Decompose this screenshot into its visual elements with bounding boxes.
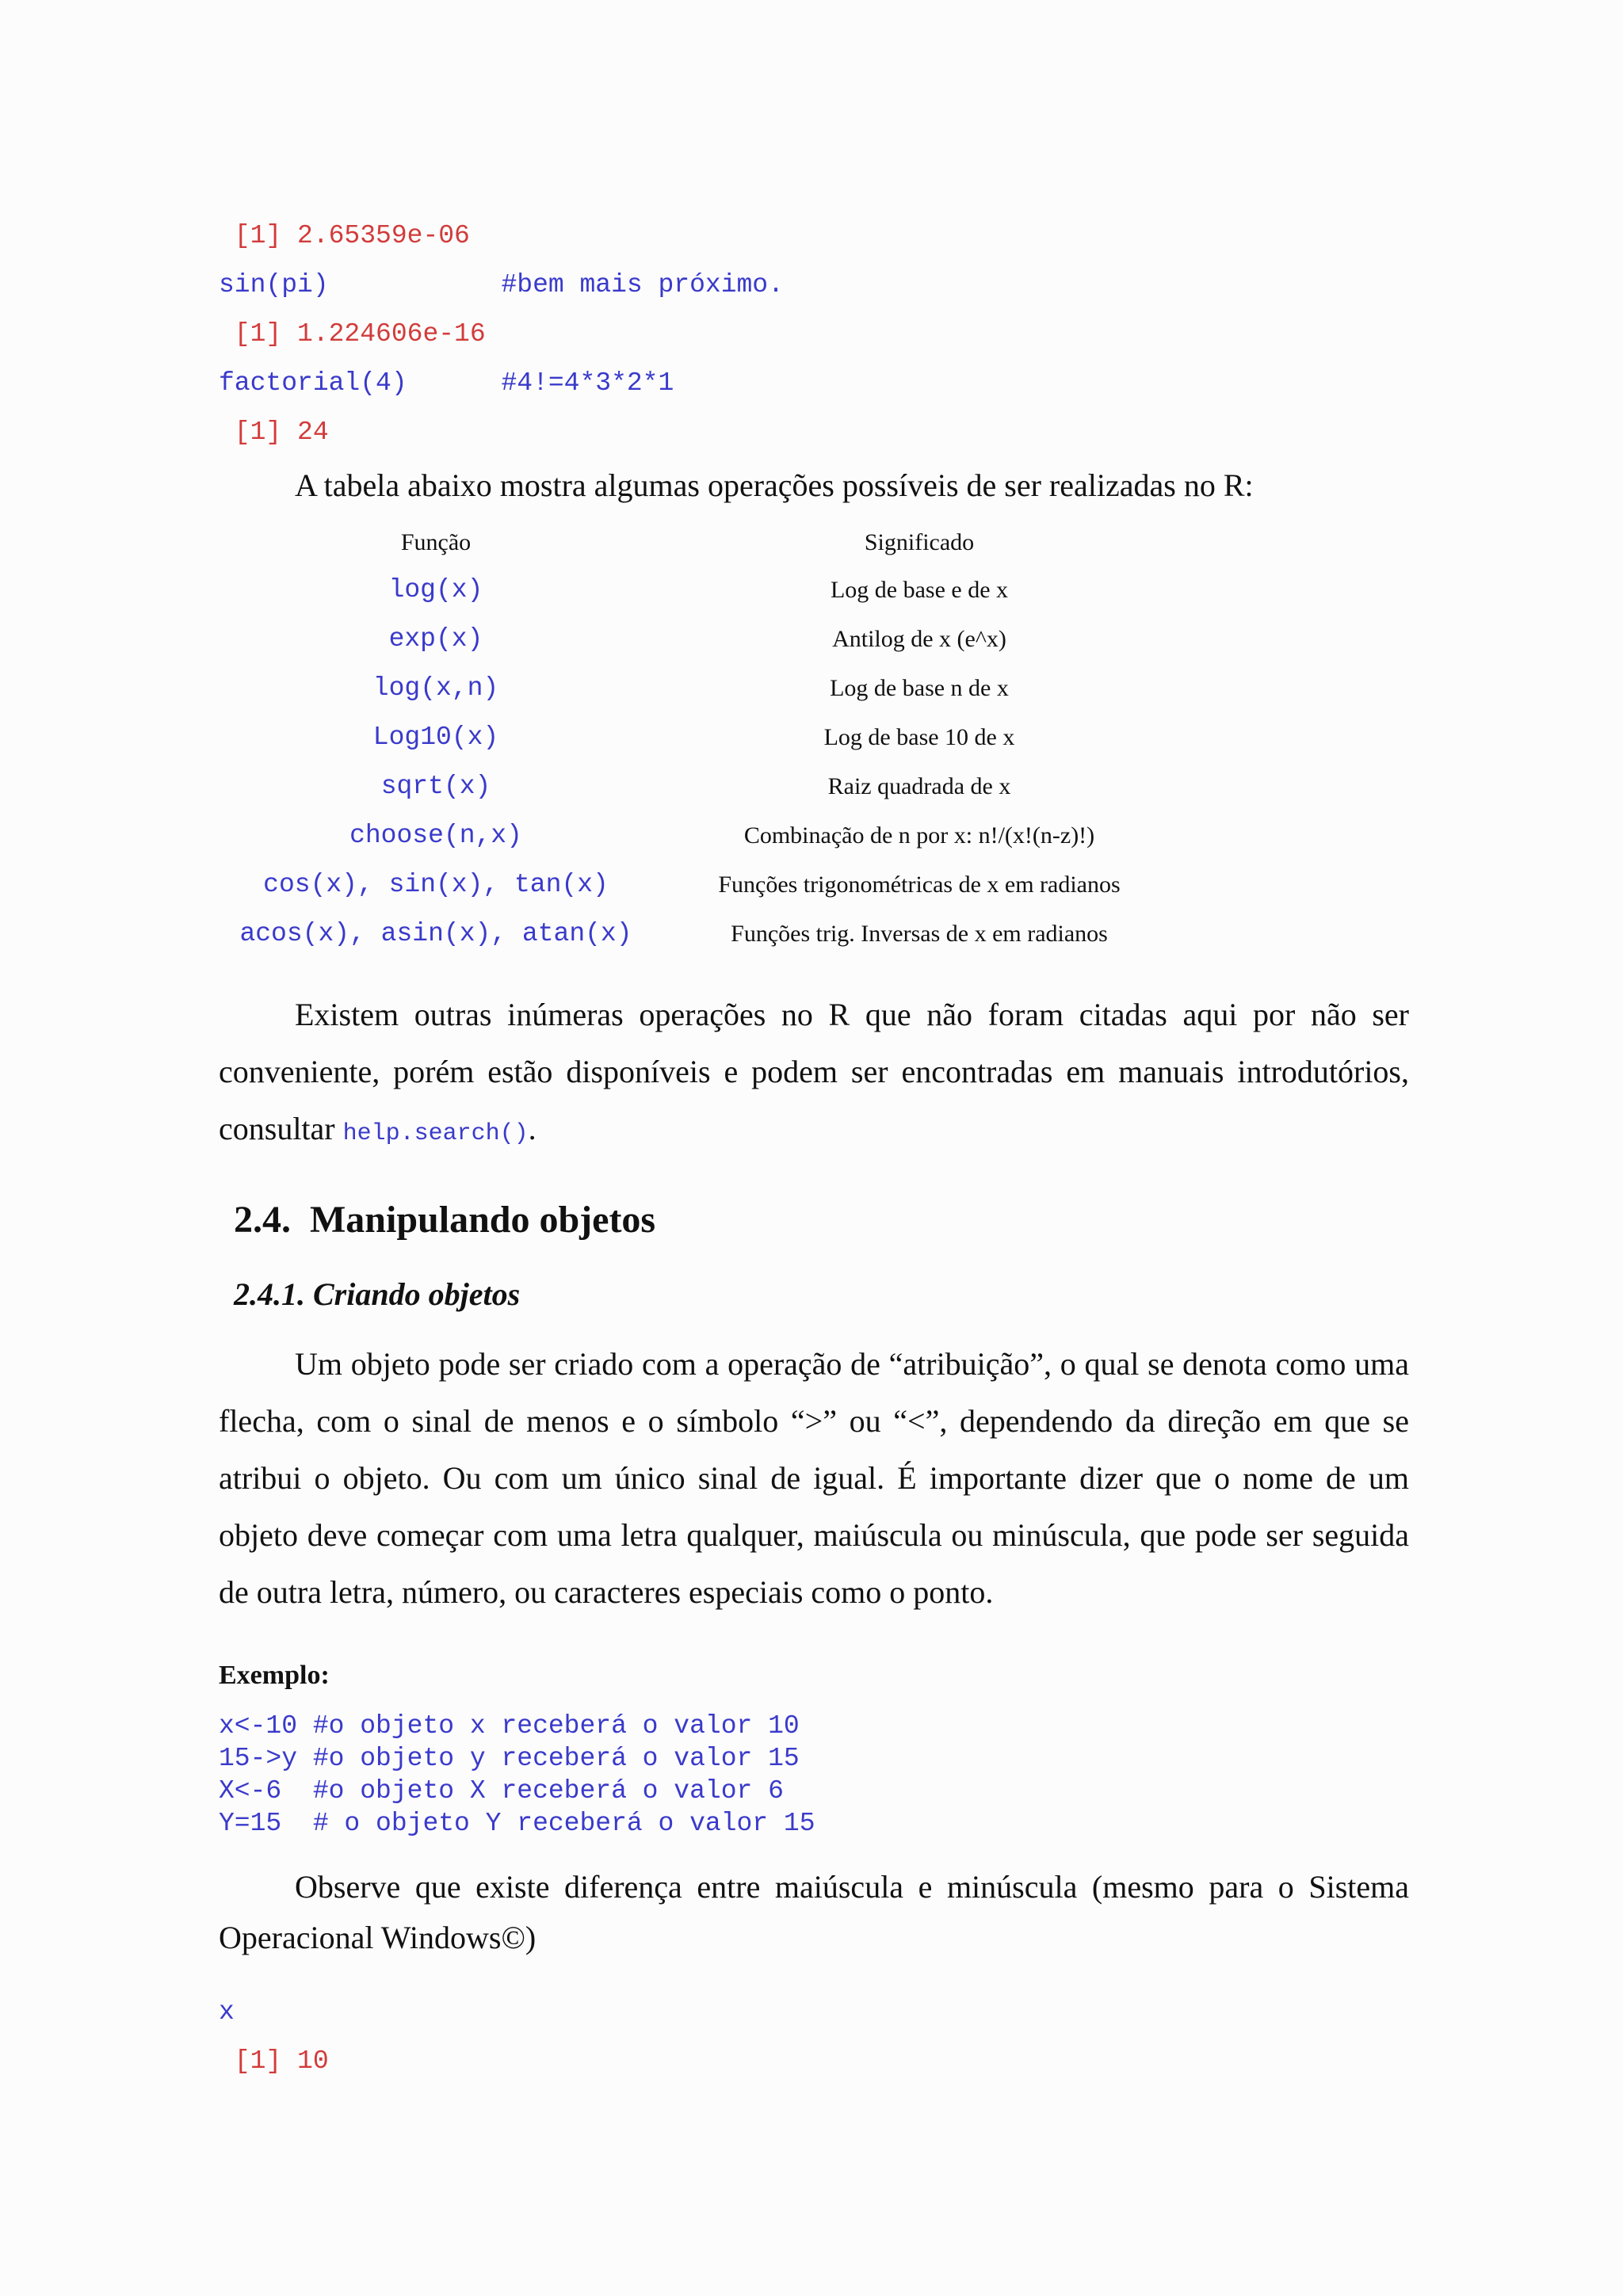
inline-code: help.search() bbox=[342, 1120, 529, 1147]
code-line: x bbox=[219, 1997, 235, 2027]
code-line: sin(pi) #bem mais próximo. bbox=[219, 270, 784, 299]
output-line: [1] 2.65359e-06 bbox=[219, 221, 470, 250]
table-cell-meaning: Log de base e de x bbox=[830, 577, 1009, 603]
table-cell-function: log(x) bbox=[388, 575, 483, 605]
table-cell-function: exp(x) bbox=[388, 624, 483, 654]
code-line: x<-10 #o objeto x receberá o valor 10 bbox=[219, 1711, 800, 1741]
table-cell-meaning: Antilog de x (e^x) bbox=[832, 626, 1006, 652]
table-cell-function: choose(n,x) bbox=[349, 821, 522, 850]
output-line: [1] 24 bbox=[219, 418, 329, 447]
example-label: Exemplo: bbox=[219, 1661, 330, 1690]
table-cell-meaning: Raiz quadrada de x bbox=[827, 773, 1011, 799]
table-cell-function: acos(x), asin(x), atan(x) bbox=[239, 919, 632, 948]
code-line: factorial(4) #4!=4*3*2*1 bbox=[219, 368, 674, 398]
paragraph: Um objeto pode ser criado com a operação de “atribuição”, o qual se denota como uma flecha, com o sinal de menos e o símbolo “>” ou “<”, dependendo da direção em que se atribui o objeto. Ou com um único sinal de igual. É importante dizer que o nome de um objeto deve começar com uma letra qualquer, maiúscula ou minúscula, que pode ser seguida de outra letra, número, ou caracteres especiais como o ponto. bbox=[219, 1346, 1409, 1610]
output-line: [1] 1.224606e-16 bbox=[219, 319, 486, 349]
section-heading: 2.4. Manipulando objetos bbox=[234, 1199, 656, 1241]
code-line: X<-6 #o objeto X receberá o valor 6 bbox=[219, 1776, 784, 1806]
subsection-heading: 2.4.1. Criando objetos bbox=[234, 1276, 521, 1312]
output-line: [1] 10 bbox=[219, 2046, 329, 2076]
table-cell-meaning: Funções trig. Inversas de x em radianos bbox=[731, 921, 1108, 947]
table-intro: A tabela abaixo mostra algumas operações possíveis de ser realizadas no R: bbox=[295, 467, 1254, 503]
table-cell-function: sqrt(x) bbox=[380, 772, 491, 801]
table-header-meaning: Significado bbox=[864, 529, 975, 555]
table-cell-meaning: Log de base n de x bbox=[830, 675, 1009, 701]
code-line: 15->y #o objeto y receberá o valor 15 bbox=[219, 1744, 800, 1773]
table-cell-function: Log10(x) bbox=[372, 723, 499, 752]
table-cell-function: log(x,n) bbox=[372, 673, 499, 703]
table-cell-meaning: Combinação de n por x: n!/(x!(n-z)!) bbox=[743, 822, 1095, 849]
paragraph: Existem outras inúmeras operações no R que não foram citadas aqui por não ser conveniente, porém estão disponíveis e podem ser encontradas em manuais introdutórios, consultar help.search(). bbox=[219, 997, 1409, 1147]
table-cell-meaning: Funções trigonométricas de x em radianos bbox=[718, 871, 1121, 898]
code-line: Y=15 # o objeto Y receberá o valor 15 bbox=[219, 1809, 815, 1838]
table-header-function: Função bbox=[400, 529, 472, 555]
paragraph: Observe que existe diferença entre maiúscula e minúscula (mesmo para o Sistema Operacional Windows©) bbox=[219, 1869, 1409, 1955]
table-cell-function: cos(x), sin(x), tan(x) bbox=[263, 870, 609, 899]
table-cell-meaning: Log de base 10 de x bbox=[823, 724, 1015, 750]
